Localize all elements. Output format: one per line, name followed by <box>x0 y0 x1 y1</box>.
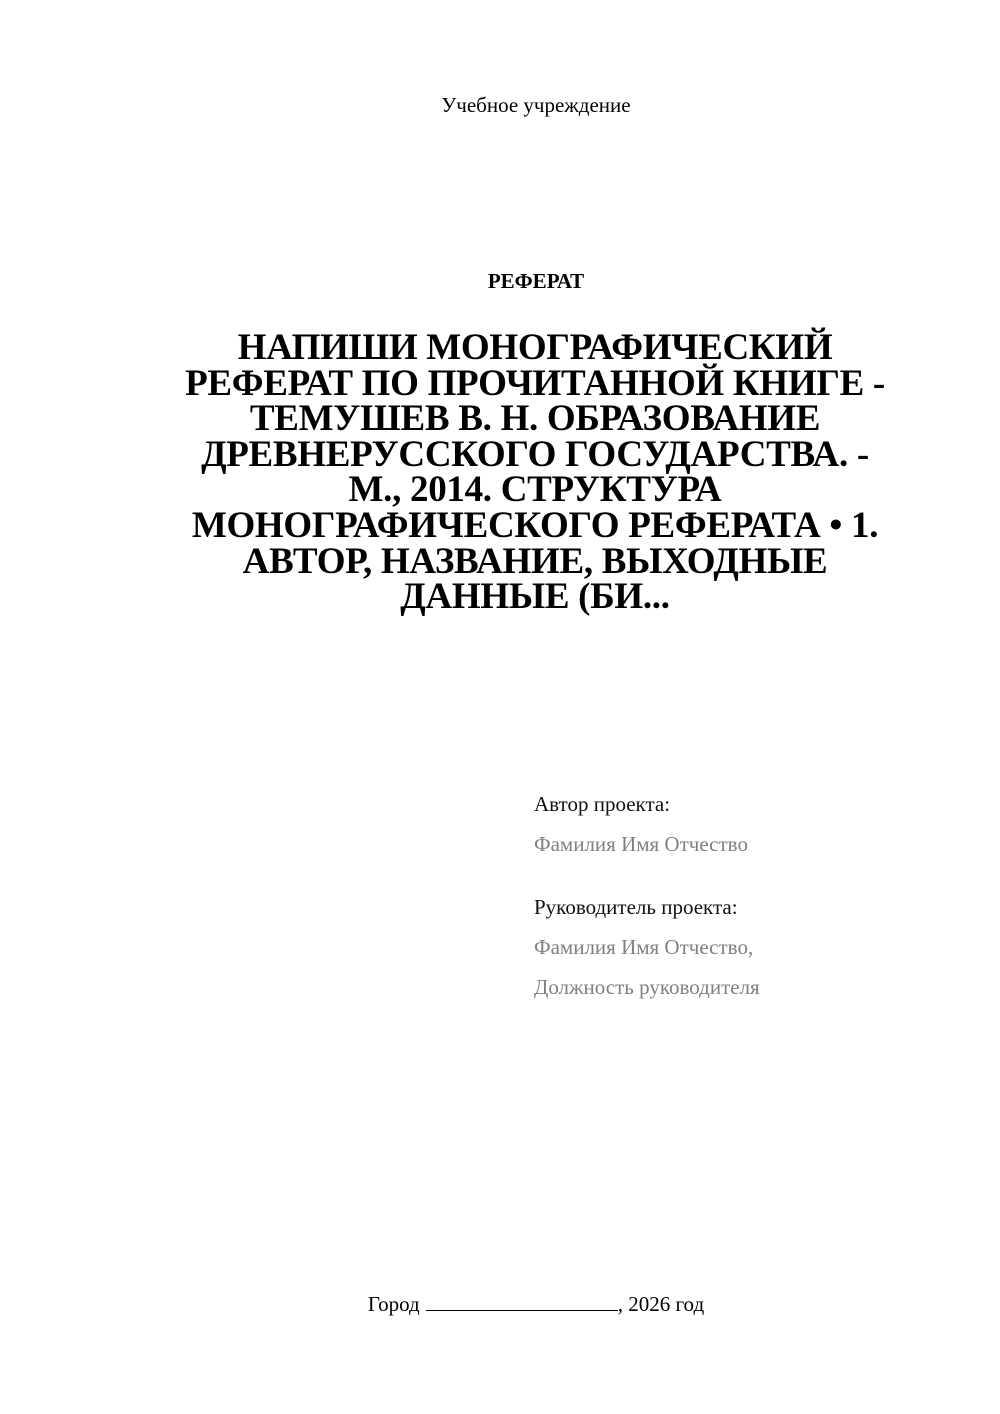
supervisor-position: Должность руководителя <box>534 975 760 999</box>
project-people <box>534 790 760 1036</box>
document-type-heading: РЕФЕРАТ <box>487 269 585 293</box>
title-line: РЕФЕРАТ ПО ПРОЧИТАННОЙ КНИГЕ - <box>185 362 885 404</box>
author-block <box>534 790 760 858</box>
year-text: , 2026 год <box>617 1292 705 1316</box>
title-line: ДАННЫЕ (БИ... <box>400 576 670 618</box>
supervisor-block <box>534 893 760 1001</box>
institution-name: Учебное учреждение <box>441 93 631 117</box>
city-blank-underline <box>426 1290 618 1311</box>
title-line: МОНОГРАФИЧЕСКОГО РЕФЕРАТА • 1. <box>191 504 879 546</box>
city-label: Город <box>367 1292 420 1316</box>
title-line: ТЕМУШЕВ В. Н. ОБРАЗОВАНИЕ <box>249 398 821 440</box>
title-line: М., 2014. СТРУКТУРА <box>348 469 722 511</box>
title-line: НАПИШИ МОНОГРАФИЧЕСКИЙ <box>237 327 833 368</box>
author-label: Автор проекта: <box>534 792 671 816</box>
supervisor-label: Руководитель проекта: <box>534 895 738 919</box>
title-line: ДРЕВНЕРУССКОГО ГОСУДАРСТВА. - <box>201 433 869 475</box>
city-year-line <box>0 1290 1000 1317</box>
document-title <box>150 327 920 618</box>
supervisor-name: Фамилия Имя Отчество, <box>534 935 754 959</box>
title-line: АВТОР, НАЗВАНИЕ, ВЫХОДНЫЕ <box>242 540 828 582</box>
author-name: Фамилия Имя Отчество <box>534 832 748 856</box>
